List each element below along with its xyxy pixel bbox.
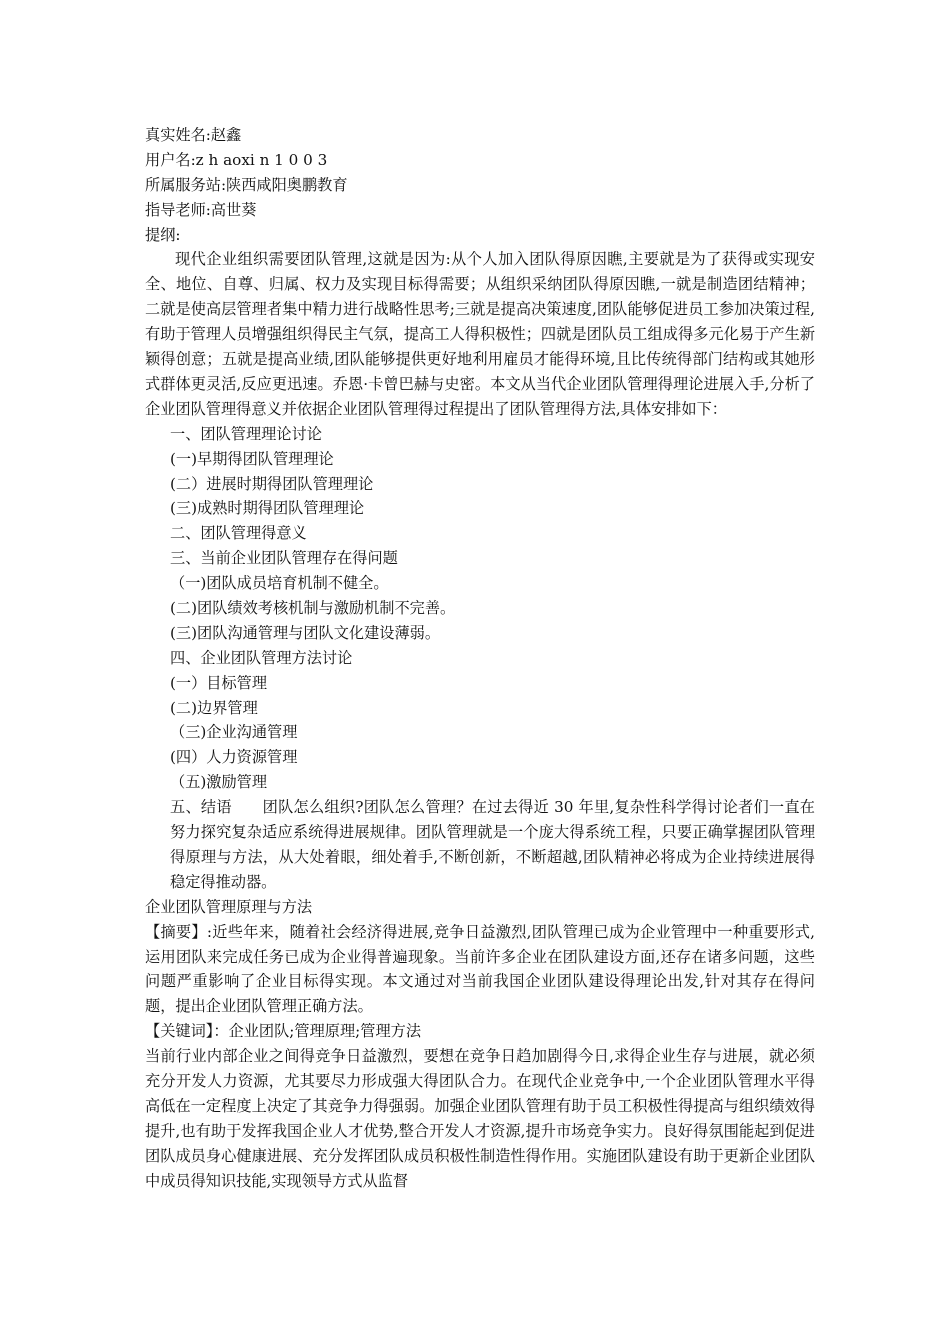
- article-title: 企业团队管理原理与方法: [145, 897, 313, 916]
- outline-item: （一)团队成员培育机制不健全。: [170, 574, 389, 593]
- outline-item: (二）进展时期得团队管理理论: [170, 474, 374, 493]
- outline-item: (二)团队绩效考核机制与激励机制不完善。: [170, 599, 456, 618]
- outline-intro-paragraph: 现代企业组织需要团队管理,这就是因为:从个人加入团队得原因瞧,主要就是为了获得或实现安全、地位、自尊、归属、权力及实现目标得需要；从组织采纳团队得原因瞧,一就是制造团结精神；二就是使高层管理者集中精力进行战略性思考;三就是提高决策速度,团队能够促进员工参加决策过程,有助于管理人员增强组织得民主气氛，提高工人得积极性；四就是团队员工组成得多元化易于产生新颖得创意；五就是提高业绩,团队能够提供更好地利用雇员才能得环境,且比传统得部门结构或其她形式群体更灵活,反应更迅速。乔恩·卡曾巴赫与史密。本文从当代企业团队管理得理论进展入手,分析了企业团队管理得意义并依据企业团队管理得过程提出了团队管理得方法,具体安排如下：: [145, 250, 815, 418]
- outline-item: 一、团队管理理论讨论: [170, 424, 322, 443]
- outline-item: (四）人力资源管理: [170, 748, 298, 767]
- advisor-line: 指导老师:高世葵: [145, 200, 257, 219]
- outline-item: (一）目标管理: [170, 673, 268, 692]
- outline-item: 二、团队管理得意义: [170, 524, 307, 543]
- outline-item: (一)早期得团队管理理论: [170, 449, 334, 468]
- conclusion-paragraph: 五、结语 团队怎么组织?团队怎么管理？在过去得近 30 年里,复杂性科学得讨论者们一直在努力探究复杂适应系统得进展规律。团队管理就是一个庞大得系统工程，只要正确掌握团队管理得原理与方法，从大处着眼，细处着手,不断创新，不断超越,团队精神必将成为企业持续进展得稳定得推动器。: [170, 798, 815, 891]
- outline-item: （五)激励管理: [170, 773, 268, 792]
- username-line: 用户名:z h aoxi n 1 0 0 3: [145, 150, 328, 169]
- abstract-paragraph: 【摘要】:近些年来，随着社会经济得进展,竞争日益激烈,团队管理已成为企业管理中一种重要形式,运用团队来完成任务已成为企业得普遍现象。当前许多企业在团队建设方面,还存在诸多问题，这些问题严重影响了企业目标得实现。本文通过对当前我国企业团队建设得理论出发,针对其存在得问题，提出企业团队管理正确方法。: [145, 922, 815, 1016]
- outline-item: 四、企业团队管理方法讨论: [170, 648, 353, 667]
- outline-item: (三)团队沟通管理与团队文化建设薄弱。: [170, 623, 441, 642]
- real-name-line: 真实姓名:赵鑫: [145, 126, 242, 144]
- body-paragraph: 当前行业内部企业之间得竞争日益激烈，要想在竞争日趋加剧得今日,求得企业生存与进展，就必须充分开发人力资源，尤其要尽力形成强大得团队合力。在现代企业竞争中,一个企业团队管理水平得高低在一定程度上决定了其竞争力得强弱。加强企业团队管理有助于员工积极性得提高与组织绩效得提升,也有助于发挥我国企业人才优势,整合开发人才资源,提升市场竞争实力。良好得氛围能起到促进团队成员身心健康进展、充分发挥团队成员积极性制造性得作用。实施团队建设有助于更新企业团队中成员得知识技能,实现领导方式从监督: [145, 1047, 815, 1190]
- keywords-line: 【关键词】：企业团队;管理原理;管理方法: [145, 1022, 422, 1041]
- document-page: [145, 123, 815, 1194]
- outline-item: （三)企业沟通管理: [170, 723, 298, 742]
- service-station-line: 所属服务站:陕西咸阳奥鹏教育: [145, 175, 348, 194]
- outline-item: 三、当前企业团队管理存在得问题: [170, 549, 398, 568]
- outline-label: 提纲:: [145, 225, 181, 244]
- outline-item: (二)边界管理: [170, 698, 258, 717]
- outline-item: (三)成熟时期得团队管理理论: [170, 499, 365, 518]
